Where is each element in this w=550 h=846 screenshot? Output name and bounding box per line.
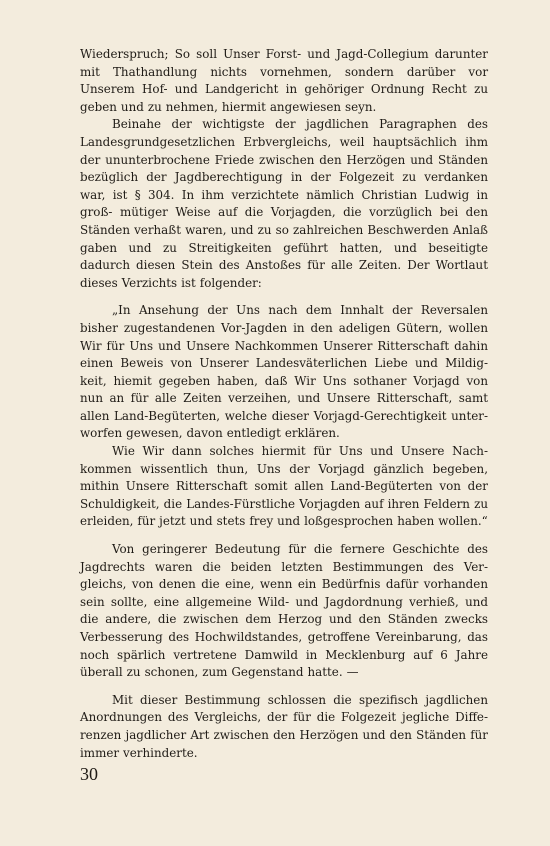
quote-paragraph-2: Wie Wir dann solches hiermit für Uns und Unsere Nach- kommen wissentlich thun, Uns der Vorjagd gänzlich begeben, mithin Unsere Ritterschaft somit allen Land-Begüterten von der Schuldigkeit, die Landes-Fürstliche Vorjagden auf ihren Feldern zu erleiden, für jetzt und stets frey und loßgesprochen haben wollen.“ [80,444,488,529]
paragraph-1: Wiederspruch; So soll Unser Forst- und Jagd-Collegium darunter mit Thathandlung nichts vornehmen, sondern darüber vor Unserem Hof- und Landgericht in gehöriger Ordnung Recht zu geben und zu nehmen, hiermit angewiesen seyn. [80,47,488,114]
paragraph-2: Beinahe der wichtigste der jagdlichen Paragraphen des Landesgrundgesetzlichen Erbvergleichs, weil hauptsächlich ihm der ununterbrochene Friede zwischen den Herzögen und Ständen bezüglich der Jagdberechtigung in der Folgezeit zu verdanken war, ist § 304. In ihm verzichtete nämlich Christian Ludwig in groß- mütiger Weise auf die Vorjagden, die vorzüglich bei den Ständen verhaßt waren, und zu so zahlreichen Beschwerden Anlaß gaben und zu Streitigkeiten geführt hatten, und beseitigte dadurch diesen Stein des Anstoßes für alle Zeiten. Der Wortlaut dieses Verzichts ist folgender: [80,117,488,290]
body-text [80,46,488,762]
paragraph-4: Mit dieser Bestimmung schlossen die spezifisch jagdlichen Anordnungen des Vergleichs, der für die Folgezeit jegliche Diffe- renzen jagdlicher Art zwischen den Herzögen und den Ständen für immer verhinderte. [80,692,488,760]
page-number: 30 [80,764,98,784]
quote-paragraph-1: „In Ansehung der Uns nach dem Innhalt der Reversalen bisher zugestandenen Vor-Jagden in den adeligen Gütern, wollen Wir für Uns und Unsere Nachkommen Unserer Ritterschaft dahin einen Beweis von Unserer Landesväterlichen Liebe und Mildig- keit, hiemit gegeben haben, daß Wir Uns sothaner Vorjagd von nun an für alle Zeiten verzeihen, und Unsere Ritterschaft, samt allen Land-Begüterten, welche dieser Vorjagd-Gerechtigkeit unter- worfen gewesen, davon entledigt erklären. [80,303,488,441]
paragraph-3: Von geringerer Bedeutung für die fernere Geschichte des Jagdrechts waren die beiden letzten Bestimmungen des Ver- gleichs, von denen die eine, wenn ein Bedürfnis dafür vorhanden sein sollte, eine allgemeine Wild- und Jagdordnung verhieß, und die andere, die zwischen dem Herzog und den Ständen zwecks Verbesserung des Hochwildstandes, getroffene Vereinbarung, das noch spärlich vertretene Damwild in Mecklenburg auf 6 Jahre überall zu schonen, zum Gegenstand hatte. — [80,542,488,680]
